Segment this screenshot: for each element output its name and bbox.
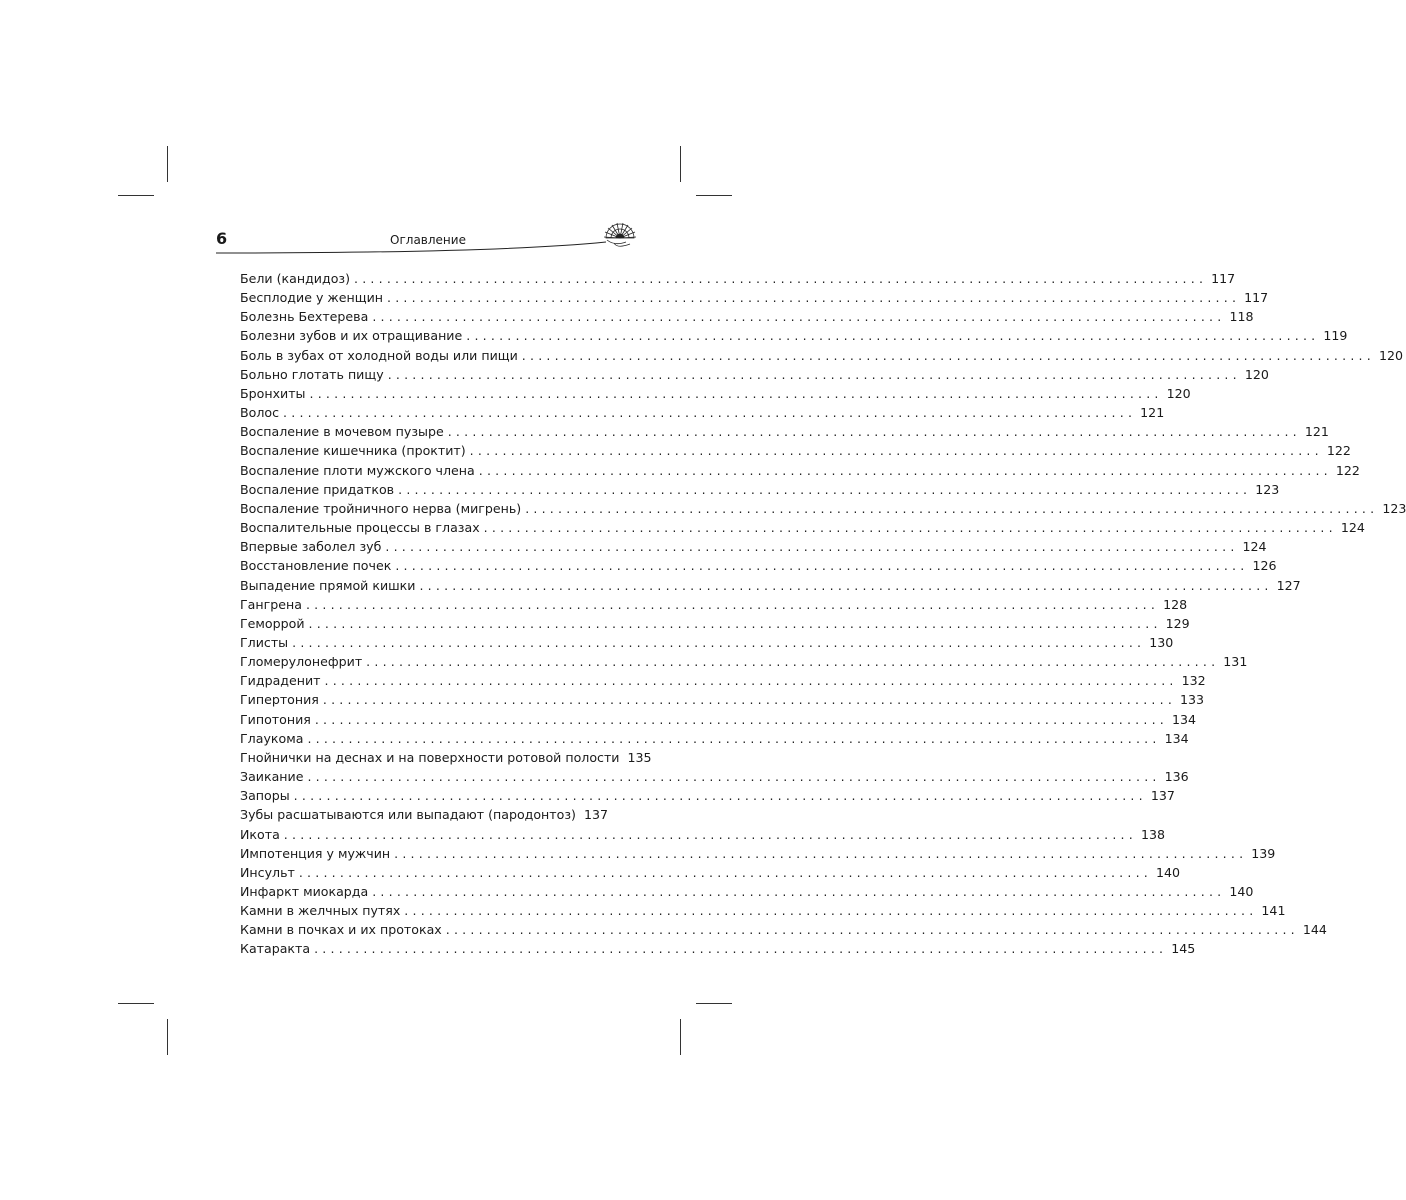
dot-leader <box>314 941 1167 956</box>
toc-entry[interactable] <box>240 615 1190 635</box>
dot-leader <box>479 463 1332 478</box>
toc-entry-page: 134 <box>1164 730 1189 746</box>
toc-entry-page: 119 <box>1323 328 1348 344</box>
toc-entry-title: Камни в почках и их протоках <box>240 922 442 938</box>
toc-entry-page: 118 <box>1229 309 1254 325</box>
toc-entry-page: 120 <box>1244 366 1269 382</box>
toc-entry-title: Бесплодие у женщин <box>240 290 384 306</box>
toc-entry-title: Восстановление почек <box>240 558 392 574</box>
dot-leader <box>366 654 1219 669</box>
toc-entry[interactable] <box>240 577 1301 597</box>
dot-leader <box>310 386 1163 401</box>
toc-entry[interactable] <box>240 903 1286 922</box>
toc-entry-page: 122 <box>1326 443 1351 459</box>
dot-leader <box>448 424 1301 439</box>
dot-leader <box>292 635 1145 650</box>
dot-leader <box>284 827 1137 842</box>
toc-entry-title: Гангрена <box>240 596 302 612</box>
dot-leader <box>394 846 1247 861</box>
toc-entry-title: Гидраденит <box>240 673 321 689</box>
toc-entry[interactable] <box>240 558 1277 577</box>
toc-entry-title: Воспаление плоти мужского члена <box>240 462 475 478</box>
dot-leader <box>299 865 1152 880</box>
toc-entry[interactable] <box>240 405 1165 424</box>
crop-mark-bottom-left-vertical <box>167 1019 168 1055</box>
toc-entry-page: 123 <box>1382 500 1406 516</box>
dot-leader <box>522 348 1375 363</box>
dot-leader <box>525 501 1378 516</box>
toc-entry[interactable] <box>240 328 1348 347</box>
toc-entry-title: Глисты <box>240 634 289 650</box>
toc-entry-page: 137 <box>1150 788 1175 804</box>
toc-entry-title: Больно глотать пищу <box>240 366 384 382</box>
crop-mark-top-left-horizontal <box>118 195 154 196</box>
toc-entry-title: Болезнь Бехтерева <box>240 309 369 325</box>
dot-leader <box>398 482 1251 497</box>
toc-entry[interactable] <box>240 730 1189 750</box>
toc-entry-page: 127 <box>1276 577 1301 593</box>
toc-entry[interactable] <box>240 462 1360 482</box>
toc-entry-page: 132 <box>1181 673 1206 689</box>
toc-entry-page: 131 <box>1223 654 1248 670</box>
toc-entry-title: Камни в желчных путях <box>240 903 401 919</box>
page-number: 6 <box>216 229 228 248</box>
toc-entry-title: Гнойнички на деснах и на поверхности ротовой полости <box>240 749 620 765</box>
toc-entry[interactable] <box>240 826 1165 846</box>
crop-mark-bottom-left-horizontal <box>118 1003 154 1004</box>
dot-leader <box>323 692 1176 707</box>
toc-entry-title: Импотенция у мужчин <box>240 845 391 861</box>
toc-entry-title: Гломерулонефрит <box>240 654 363 670</box>
toc-entry-title: Заикание <box>240 769 304 785</box>
toc-entry-page: 120 <box>1166 385 1191 401</box>
dot-leader <box>446 922 1299 937</box>
toc-entry-title: Бели (кандидоз) <box>240 271 351 286</box>
toc-entry-title: Глаукома <box>240 730 304 746</box>
toc-entry-page: 117 <box>1244 290 1269 306</box>
toc-entry-page: 129 <box>1165 615 1190 631</box>
toc-entry-page: 134 <box>1171 711 1197 727</box>
crop-mark-bottom-right-vertical <box>680 1019 681 1055</box>
dot-leader <box>466 328 1319 343</box>
toc-entry[interactable] <box>240 788 1175 807</box>
toc-entry-page: 140 <box>1229 884 1254 899</box>
toc-entry-title: Боль в зубах от холодной воды или пищи <box>240 347 518 363</box>
dot-leader <box>470 443 1323 458</box>
dot-leader <box>354 271 1207 286</box>
toc-entry[interactable] <box>240 271 1236 290</box>
dot-leader <box>306 597 1159 612</box>
toc-entry-title: Катаракта <box>240 941 311 957</box>
running-title: Оглавление <box>390 233 466 247</box>
toc-entry-page: 122 <box>1335 462 1360 478</box>
toc-entry-title: Воспаление тройничного нерва (мигрень) <box>240 500 522 516</box>
dot-leader <box>309 616 1162 631</box>
toc-entry[interactable] <box>240 769 1189 788</box>
toc-entry[interactable] <box>240 347 1403 367</box>
toc-entry[interactable] <box>240 424 1329 443</box>
toc-entry-page: 117 <box>1211 271 1236 286</box>
dot-leader <box>372 309 1225 324</box>
toc-entry-page: 133 <box>1180 692 1205 708</box>
toc-entry-page: 126 <box>1252 558 1277 574</box>
toc-entry[interactable] <box>240 807 608 826</box>
dot-leader <box>294 788 1147 803</box>
toc-entry-page: 124 <box>1242 539 1267 555</box>
dot-leader <box>484 520 1337 535</box>
toc-entry-title: Гипертония <box>240 692 319 708</box>
dot-leader <box>307 731 1160 746</box>
toc-entry[interactable] <box>240 290 1269 309</box>
toc-entry[interactable] <box>240 654 1248 673</box>
crop-mark-top-left-vertical <box>167 146 168 182</box>
dot-leader <box>419 578 1272 593</box>
dot-leader <box>372 884 1225 899</box>
toc-entry-title: Воспаление придатков <box>240 481 395 497</box>
toc-entry[interactable] <box>240 500 1406 520</box>
toc-entry-page: 145 <box>1171 941 1196 957</box>
toc-entry-page: 139 <box>1251 845 1276 861</box>
toc-entry-title: Геморрой <box>240 615 305 631</box>
crop-mark-top-right-vertical <box>680 146 681 182</box>
toc-entry-title: Бронхиты <box>240 385 306 401</box>
toc-entry[interactable] <box>240 673 1206 692</box>
toc-entry-page: 128 <box>1163 596 1188 612</box>
toc-entry[interactable] <box>240 845 1276 865</box>
toc-entry-page: 130 <box>1149 634 1174 650</box>
dot-leader <box>404 903 1257 918</box>
toc-entry[interactable] <box>240 309 1254 328</box>
toc-entry[interactable] <box>240 941 1196 960</box>
toc-entry-page: 135 <box>627 749 652 765</box>
toc-entry[interactable] <box>240 385 1191 405</box>
toc-entry[interactable] <box>240 692 1205 711</box>
crop-mark-bottom-right-horizontal <box>696 1003 732 1004</box>
running-header <box>216 224 640 254</box>
toc-entry-title: Выпадение прямой кишки <box>240 577 416 593</box>
toc-entry-page: 141 <box>1261 903 1286 919</box>
toc-entry-page: 121 <box>1140 405 1165 421</box>
toc-entry-page: 123 <box>1255 481 1280 497</box>
toc-entry[interactable] <box>240 749 652 769</box>
toc-entry-page: 121 <box>1304 424 1329 440</box>
toc-entry-title: Впервые заболел зуб <box>240 539 382 555</box>
toc-entry-title: Болезни зубов и их отращивание <box>240 328 463 344</box>
toc-entry-page: 138 <box>1140 826 1165 842</box>
toc-entry[interactable] <box>240 520 1365 539</box>
toc-entry[interactable] <box>240 366 1269 386</box>
toc-entry-page: 144 <box>1302 922 1327 938</box>
toc-entry[interactable] <box>240 711 1197 731</box>
dot-leader <box>283 405 1136 420</box>
toc-entry[interactable] <box>240 634 1174 654</box>
toc-entry-title: Зубы расшатываются или выпадают (пародонтоз) <box>240 807 576 823</box>
toc-entry-page: 120 <box>1378 347 1403 363</box>
toc-entry-page: 136 <box>1164 769 1189 785</box>
toc-entry[interactable] <box>240 884 1254 903</box>
toc-entry[interactable] <box>240 596 1188 616</box>
toc-entry[interactable] <box>240 922 1327 941</box>
toc-entry[interactable] <box>240 481 1280 501</box>
toc-entry[interactable] <box>240 539 1267 558</box>
toc-entry[interactable] <box>240 443 1351 462</box>
dot-leader <box>388 367 1241 382</box>
dot-leader <box>307 769 1160 784</box>
toc-entry-page: 140 <box>1155 864 1181 880</box>
dot-leader <box>385 539 1238 554</box>
table-of-contents <box>240 271 1406 961</box>
toc-entry-title: Запоры <box>240 788 290 804</box>
toc-entry-title: Гипотония <box>240 711 311 727</box>
toc-entry-page: 124 <box>1340 520 1365 536</box>
toc-entry-title: Инсульт <box>240 864 295 880</box>
dot-leader <box>387 290 1240 305</box>
toc-entry-title: Воспалительные процессы в глазах <box>240 520 480 536</box>
toc-entry-title: Воспаление в мочевом пузыре <box>240 424 444 440</box>
toc-entry-title: Волос <box>240 405 280 421</box>
crop-mark-top-right-horizontal <box>696 195 732 196</box>
toc-entry-title: Инфаркт миокарда <box>240 884 369 899</box>
toc-entry-title: Воспаление кишечника (проктит) <box>240 443 466 459</box>
toc-entry-title: Икота <box>240 826 280 842</box>
toc-entry-page: 137 <box>583 807 608 823</box>
dot-leader <box>315 712 1168 727</box>
toc-entry[interactable] <box>240 864 1181 884</box>
dot-leader <box>325 673 1178 688</box>
dot-leader <box>395 558 1248 573</box>
